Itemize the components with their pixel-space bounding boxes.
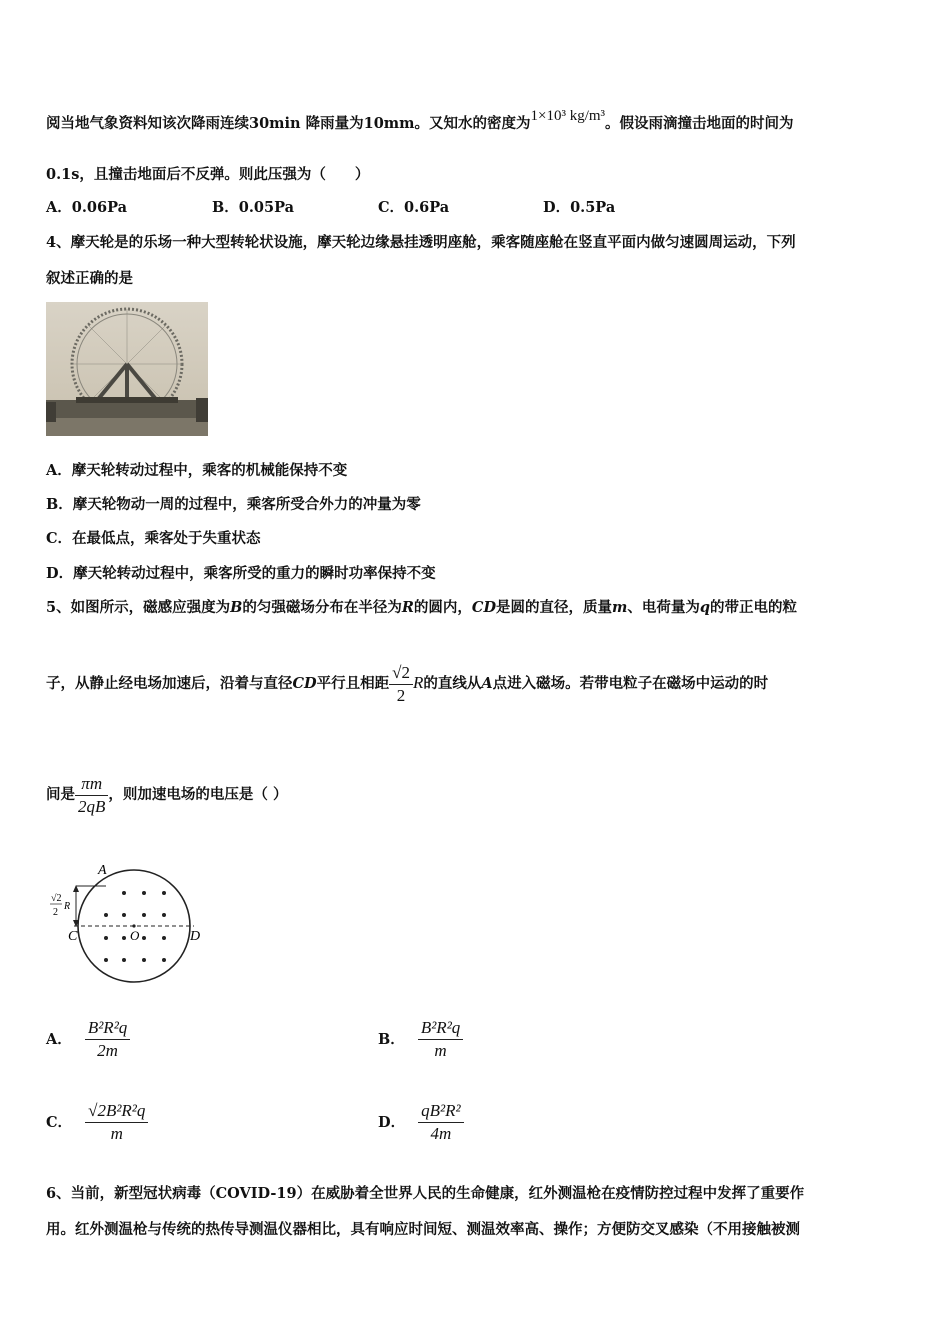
q3-line1-b: 。假设雨滴撞击地面的时间为 [605, 115, 794, 132]
q6-line1: 6、当前，新型冠状病毒（COVID-19）在威胁着全世界人民的生命健康，红外测温枪在疫情防控过程中发挥了重要作 [46, 1185, 805, 1202]
ferris-wheel-photo [46, 302, 208, 436]
density-value: 1×10³ kg/m³ [530, 108, 606, 124]
q5-text: 的带正电的粒 [710, 599, 798, 616]
q3-line2: 0.1s，且撞击地面后不反弹。则此压强为（ ） [46, 166, 370, 183]
q5-line1 [46, 598, 797, 618]
magnetic-field-diagram [46, 858, 216, 988]
option-label: A． [46, 1030, 72, 1048]
distance-fraction [389, 662, 413, 707]
fraction-denominator: 4m [430, 1124, 452, 1143]
label-o: O [130, 928, 140, 943]
symbol-b: B [230, 599, 243, 616]
q5-text: 子，从静止经电场加速后，沿着与直径 [46, 675, 293, 692]
q4-option-c[interactable]: C．在最低点，乘客处于失重状态 [46, 530, 261, 547]
label-c: C [68, 929, 78, 944]
option-fraction [418, 1100, 463, 1145]
fraction-numerator: √2B²R²q [85, 1100, 148, 1123]
fraction-denominator: m [434, 1041, 447, 1060]
fraction-denominator: 2 [396, 685, 406, 705]
symbol-a: A [481, 675, 493, 692]
q3-option-a[interactable]: A．0.06Pa [46, 199, 127, 216]
option-fraction [418, 1017, 463, 1062]
q5-text: ，则加速电场的电压是（ ） [108, 786, 288, 803]
q6-line2: 用。红外测温枪与传统的热传导测温仪器相比，具有响应时间短、测温效率高、操作；方便防交叉感染（不用接触被测 [46, 1221, 800, 1238]
fraction-numerator: B²R²q [418, 1017, 463, 1040]
option-fraction [85, 1017, 130, 1062]
q5-text: 的圆内， [413, 599, 472, 616]
option-label: C． [46, 1113, 73, 1131]
q4-option-a[interactable]: A．摩天轮转动过程中，乘客的机械能保持不变 [46, 462, 348, 479]
q3-option-d[interactable]: D．0.5Pa [543, 199, 616, 216]
symbol-r: R [401, 599, 414, 616]
q5-text: 间是 [46, 786, 75, 803]
q5-text: 平行且相距 [316, 675, 390, 692]
q3-option-c[interactable]: C．0.6Pa [378, 199, 450, 216]
fraction-numerator: √2 [389, 662, 413, 685]
option-fraction [85, 1100, 148, 1145]
fraction-denominator: 2qB [78, 796, 106, 816]
q4-line1: 4、摩天轮是的乐场一种大型转轮状设施，摩天轮边缘悬挂透明座舱，乘客随座舱在竖直平面内做匀速圆周运动，下列 [46, 234, 796, 251]
symbol-q: q [699, 599, 711, 616]
symbol-m: m [612, 599, 628, 616]
q5-line2 [46, 660, 768, 707]
symbol-cd: CD [471, 599, 497, 616]
q5-text: 5、如图所示，磁感应强度为 [46, 599, 231, 616]
q5-text: 点进入磁场。若带电粒子在磁场中运动的时 [492, 675, 769, 692]
time-fraction [75, 773, 108, 818]
distance-label-r: R [64, 901, 71, 912]
q5-option-a[interactable] [46, 1017, 130, 1062]
option-label: B． [378, 1030, 405, 1048]
q5-option-c[interactable] [46, 1100, 148, 1145]
q5-text: 的直线从 [423, 675, 482, 692]
option-label: D． [378, 1113, 406, 1131]
label-d: D [190, 929, 201, 944]
fraction-numerator: B²R²q [85, 1017, 130, 1040]
symbol-cd: CD [292, 675, 317, 692]
fraction-numerator: πm [75, 773, 108, 796]
fraction-denominator: m [110, 1124, 123, 1143]
q3-line1-a: 阅当地气象资料知该次降雨连续30min 降雨量为10mm。又知水的密度为 [46, 115, 531, 132]
q5-option-d[interactable] [378, 1100, 464, 1145]
label-a: A [98, 863, 107, 878]
q3-option-b[interactable]: B．0.05Pa [212, 199, 294, 216]
fraction-denominator: 2m [97, 1041, 118, 1060]
q4-option-d[interactable]: D．摩天轮转动过程中，乘客所受的重力的瞬时功率保持不变 [46, 565, 436, 582]
distance-label-numerator: √2 [51, 893, 62, 904]
q5-text: 是圆的直径，质量 [496, 599, 613, 616]
q4-option-b[interactable]: B．摩天轮物动一周的过程中，乘客所受合外力的冲量为零 [46, 496, 421, 513]
q5-text: 、电荷量为 [627, 599, 700, 616]
q5-text: 的匀强磁场分布在半径为 [242, 599, 402, 616]
q5-option-b[interactable] [378, 1017, 463, 1062]
fraction-numerator: qB²R² [418, 1100, 463, 1123]
q3-line1 [46, 108, 794, 134]
distance-label-denominator: 2 [53, 907, 58, 918]
symbol-r: R [412, 673, 424, 692]
q4-line2: 叙述正确的是 [46, 270, 133, 287]
q5-line3 [46, 772, 287, 818]
